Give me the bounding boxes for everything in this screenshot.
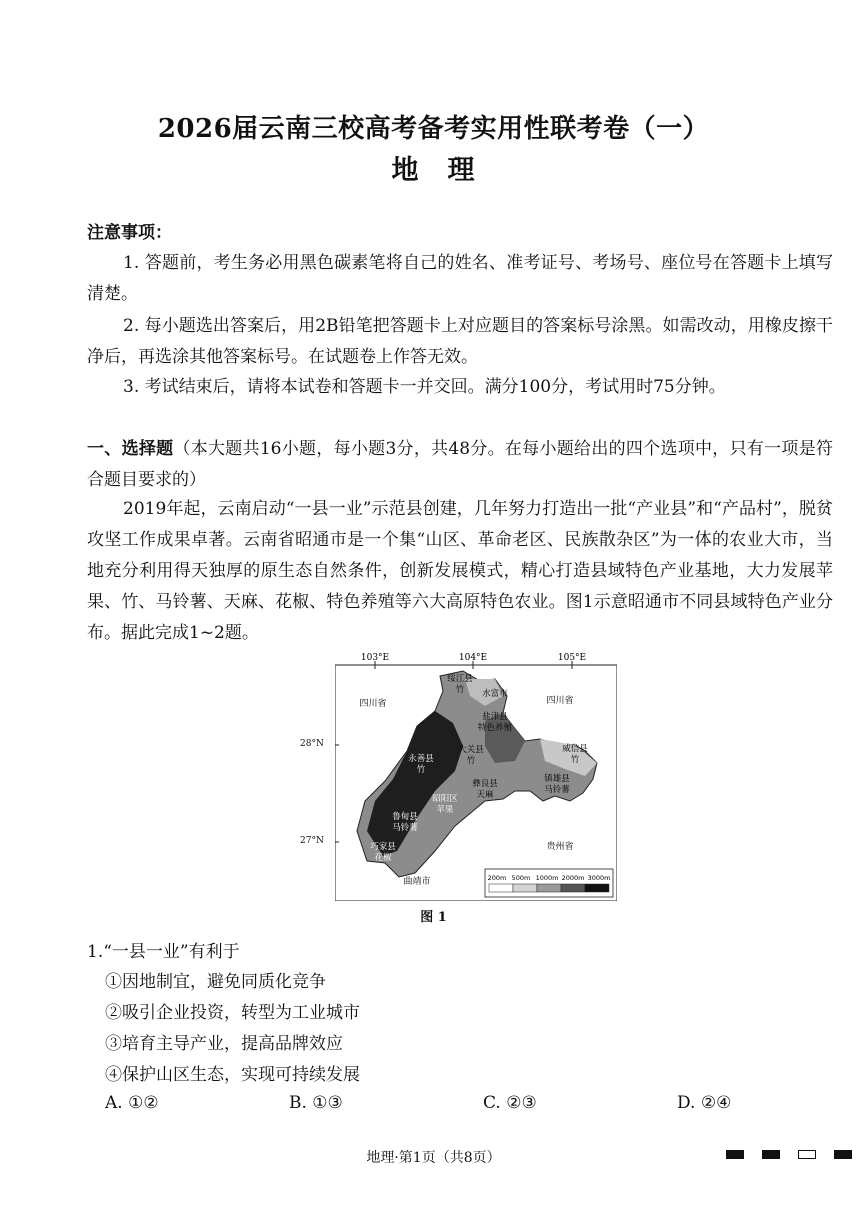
note-item: 2. 每小题选出答案后，用2B铅笔把答题卡上对应题目的答案标号涂黑。如需改动，用橡皮擦干净后，再选涂其他答案标号。在试题卷上作答无效。 <box>87 316 833 367</box>
section-description: （本大题共16小题，每小题3分，共48分。在每小题给出的四个选项中，只有一项是符合题目要求的） <box>87 439 834 490</box>
legend-label: 200m <box>487 874 507 882</box>
answer-choice-a: A. ①② <box>105 1093 159 1113</box>
legend-label: 500m <box>511 874 531 882</box>
county-name: 盐津县 <box>482 712 508 722</box>
question-option: ③培育主导产业，提高品牌效应 <box>105 1034 343 1054</box>
zhaotong-map <box>335 651 617 901</box>
lon-label: 103°E <box>360 653 390 663</box>
county-name: 永善县 <box>408 754 434 764</box>
county-name: 镇雄县 <box>544 774 570 784</box>
question-option: ④保护山区生态，实现可持续发展 <box>105 1065 360 1085</box>
county-product: 竹 <box>466 756 476 766</box>
region-label: 四川省 <box>359 699 387 709</box>
note-item: 3. 考试结束后，请将本试卷和答题卡一并交回。满分100分，考试用时75分钟。 <box>123 377 726 397</box>
page-mark <box>726 1150 744 1159</box>
page-mark <box>834 1150 852 1159</box>
legend-swatch <box>585 884 609 892</box>
legend-swatch <box>537 884 561 892</box>
lat-label: 28°N <box>300 739 324 749</box>
county-name: 水富市 <box>482 689 508 699</box>
figure-caption: 图 1 <box>420 910 447 925</box>
county-name: 大关县 <box>458 745 484 755</box>
legend-label: 1000m <box>535 874 559 882</box>
question-option: ②吸引企业投资，转型为工业城市 <box>105 1003 360 1023</box>
legend-swatch <box>513 884 537 892</box>
page-footer: 地理·第1页（共8页） <box>366 1150 501 1166</box>
county-product: 天麻 <box>476 790 494 800</box>
county-product: 竹 <box>416 765 426 775</box>
notes-heading: 注意事项： <box>87 223 172 243</box>
section-block <box>87 434 833 496</box>
region-label: 贵州省 <box>546 842 574 852</box>
passage-text: 2019年起，云南启动“一县一业”示范县创建，几年努力打造出一批“产业县”和“产品村”，脱贫攻坚工作成果卓著。云南省昭通市是一个集“山区、革命老区、民族散杂区”为一体的农业大市，当地充分利用得天独厚的原生态自然条件，创新发展模式，精心打造县域特色产业基地，大力发展苹果、竹、马铃薯、天麻、花椒、特色养殖等六大高原特色农业。图1示意昭通市不同县域特色产业分布。据此完成1~2题。 <box>87 499 833 643</box>
region-label: 曲靖市 <box>403 877 431 887</box>
legend-label: 3000m <box>587 874 611 882</box>
region-label: 四川省 <box>546 696 574 706</box>
answer-choice-d: D. ②④ <box>677 1093 732 1113</box>
lon-label: 104°E <box>458 653 488 663</box>
county-name: 彝良县 <box>472 779 498 789</box>
county-product: 竹 <box>570 755 580 765</box>
county-product: 马铃薯 <box>544 785 570 795</box>
page-mark <box>798 1150 816 1159</box>
answer-choice-c: C. ②③ <box>483 1093 537 1113</box>
county-product: 特色养殖 <box>477 723 513 733</box>
county-name: 昭阳区 <box>432 794 458 804</box>
county-product: 苹果 <box>436 805 454 815</box>
legend-swatch <box>561 884 585 892</box>
note-item: 1. 答题前，考生务必用黑色碳素笔将自己的姓名、准考证号、考场号、座位号在答题卡上填写清楚。 <box>87 253 833 304</box>
county-name: 鲁甸县 <box>392 812 418 822</box>
lon-label: 105°E <box>557 653 587 663</box>
elevation-legend <box>485 869 613 897</box>
section-heading: 一、选择题 <box>87 439 174 459</box>
question-option: ①因地制宜，避免同质化竞争 <box>105 972 326 992</box>
question-stem: 1.“一县一业”有利于 <box>87 942 240 962</box>
county-name: 威信县 <box>562 744 588 754</box>
answer-choice-b: B. ①③ <box>289 1093 343 1113</box>
county-name: 巧家县 <box>370 842 396 852</box>
page-mark <box>762 1150 780 1159</box>
subject-title: 地 理 <box>391 155 476 186</box>
legend-label: 2000m <box>561 874 585 882</box>
county-product: 竹 <box>455 685 465 695</box>
county-product: 马铃薯 <box>392 823 418 833</box>
lat-label: 27°N <box>300 836 324 846</box>
county-name: 绥江县 <box>447 674 473 684</box>
county-product: 花椒 <box>374 853 392 863</box>
legend-swatch <box>489 884 513 892</box>
exam-title: 2026届云南三校高考备考实用性联考卷（一） <box>157 114 710 144</box>
